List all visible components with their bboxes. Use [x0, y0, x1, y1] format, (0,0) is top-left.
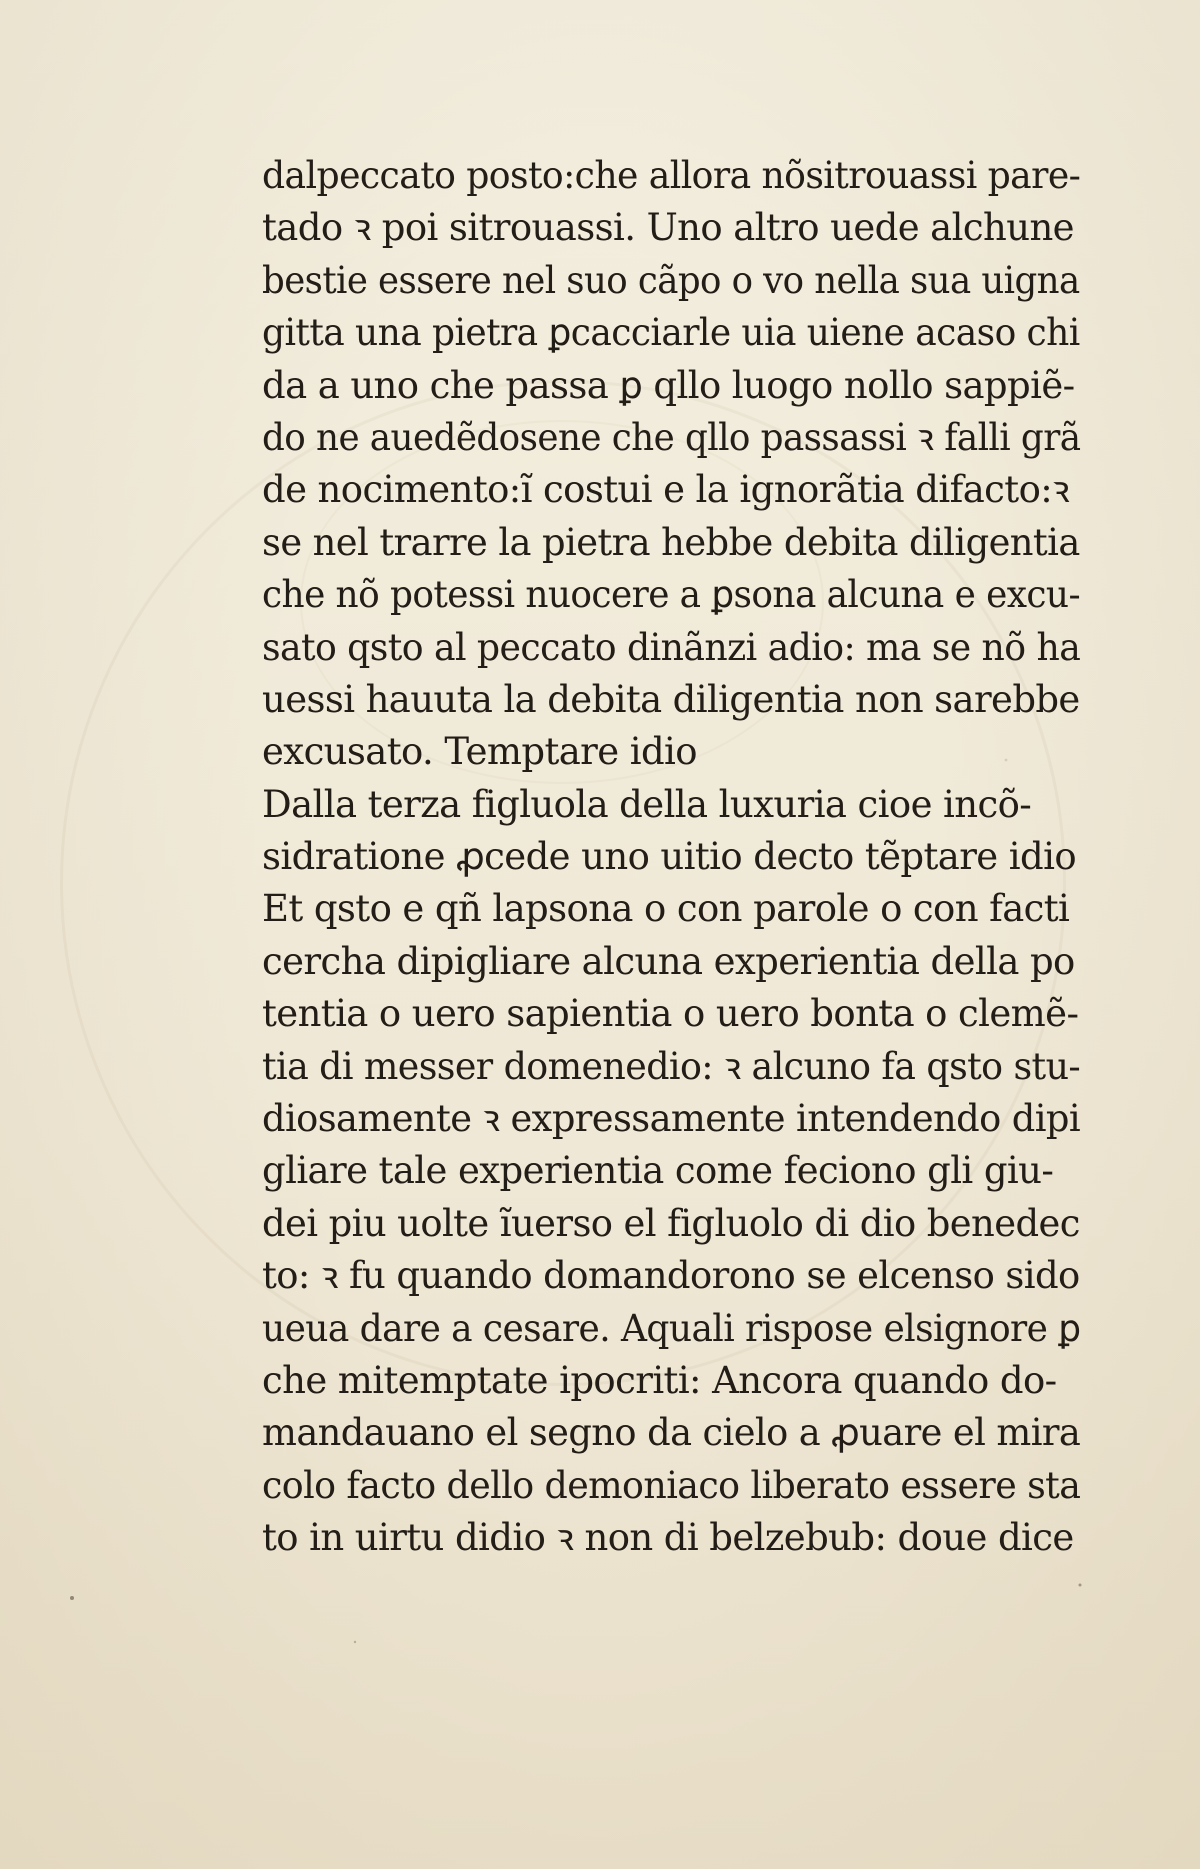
- text-line: tado ꝛ poi sitrouassi. Uno altro uede alchune: [262, 206, 1074, 250]
- text-line: do ne auedẽdosene che qllo passassi ꝛ falli grã: [262, 415, 1081, 459]
- text-line: to: ꝛ fu quando domandorono se elcenso sido: [262, 1254, 1080, 1298]
- text-line: se nel trarre la pietra hebbe debita diligentia: [262, 520, 1080, 564]
- text-line: colo facto dello demoniaco liberato essere sta: [262, 1463, 1081, 1507]
- section-heading-line: excusato. Temptare idio: [262, 730, 697, 774]
- text-line: dei piu uolte ĩuerso el figluolo di dio benedec: [262, 1201, 1080, 1245]
- text-line: bestie essere nel suo cãpo o vo nella sua uigna: [262, 258, 1080, 302]
- text-line: mandauano el segno da cielo a ꝓuare el mira: [262, 1411, 1081, 1455]
- text-line: tentia o uero sapientia o uero bonta o clemẽ‐: [262, 992, 1079, 1036]
- text-line: uessi hauuta la debita diligentia non sarebbe: [262, 677, 1080, 721]
- text-line: da a uno che passa ꝑ qllo luogo nollo sappiẽ‐: [262, 363, 1075, 407]
- text-line: ueua dare a cesare. Aquali rispose elsignore ꝑ: [262, 1306, 1081, 1350]
- text-line: gitta una pietra ꝑcacciarle uia uiene acaso chi: [262, 311, 1080, 355]
- text-line-initial: Dalla terza figluola della luxuria cioe incõ‐: [262, 782, 1032, 826]
- text-line: diosamente ꝛ expressamente intendendo dipi: [262, 1097, 1081, 1141]
- text-line: gliare tale experientia come feciono gli giu‐: [262, 1149, 1054, 1193]
- text-line: sato qsto al peccato dinãnzi adio: ma se nõ ha: [262, 625, 1081, 669]
- text-line: che nõ potessi nuocere a ꝑsona alcuna e excu‐: [262, 573, 1081, 617]
- text-line: to in uirtu didio ꝛ non di belzebub: doue dice: [262, 1516, 1074, 1560]
- text-line: tia di messer domenedio: ꝛ alcuno fa qsto stu‐: [262, 1044, 1081, 1088]
- text-line: sidratione ꝓcede uno uitio decto tẽptare idio: [262, 835, 1076, 879]
- text-line: dalpeccato posto:che allora nõsitrouassi pare‐: [262, 154, 1081, 197]
- text-line: de nocimento:ĩ costui e la ignorãtia difacto:ꝛ: [262, 468, 1070, 512]
- text-line: Et qsto e qñ lapsona o con parole o con facti: [262, 887, 1070, 931]
- text-line: cercha dipigliare alcuna experientia della po: [262, 939, 1075, 983]
- text-line: che mitemptate ipocriti: Ancora quando do‐: [262, 1358, 1057, 1402]
- text-column: [262, 150, 1080, 1565]
